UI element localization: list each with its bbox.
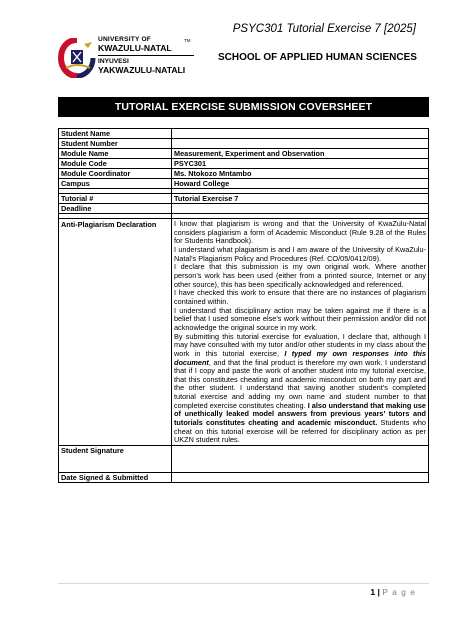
module-name-value: Measurement, Experiment and Observation <box>172 149 429 159</box>
university-logo <box>58 36 193 80</box>
deadline-value <box>172 204 429 214</box>
student-signature-label: Student Signature <box>59 446 172 473</box>
student-name-field[interactable] <box>172 129 429 139</box>
tutorial-label: Tutorial # <box>59 194 172 204</box>
declaration-label: Anti-Plagiarism Declaration <box>59 219 172 446</box>
page-separator: | <box>377 587 380 597</box>
page-number: 1 <box>370 587 376 597</box>
trademark-mark: TM <box>184 38 191 43</box>
coversheet-form-table <box>58 128 429 483</box>
logo-line-inyuvesi: INYUVESI <box>98 58 129 65</box>
campus-label: Campus <box>59 179 172 189</box>
row-date-signed <box>59 473 429 483</box>
row-module-coordinator <box>59 169 429 179</box>
declaration-paragraph: I have checked this work to ensure that there are no instances of plagiarism contained within. <box>174 288 426 306</box>
page-footer <box>370 587 416 597</box>
module-coordinator-label: Module Coordinator <box>59 169 172 179</box>
row-campus <box>59 179 429 189</box>
footer-divider <box>58 583 429 584</box>
declaration-emphasis: I typed my own responses into this document <box>174 348 426 367</box>
row-student-name <box>59 129 429 139</box>
student-signature-field[interactable] <box>172 446 429 473</box>
running-title: PSYC301 Tutorial Exercise 7 [2025] <box>232 23 416 35</box>
declaration-text <box>172 219 429 446</box>
row-student-number <box>59 139 429 149</box>
declaration-bold-clause: I also understand that making use of unethically leaked model answers from previous years’ tutors and tutorials constitutes cheating and academic misconduct. <box>174 400 426 428</box>
ukzn-crest-icon <box>58 38 96 78</box>
module-coordinator-value: Ms. Ntokozo Mntambo <box>172 169 429 179</box>
declaration-paragraph: I understand what plagiarism is and I am aware of the University of KwaZulu-Natal’s Plagiarism Policy and Procedures (Ref. CO/05/0412/09). <box>174 244 426 263</box>
module-name-label: Module Name <box>59 149 172 159</box>
date-signed-field[interactable] <box>172 473 429 483</box>
row-anti-plagiarism-declaration <box>59 219 429 446</box>
logo-divider <box>98 55 194 56</box>
date-signed-label: Date Signed & Submitted <box>59 473 172 483</box>
declaration-paragraph: I know that plagiarism is wrong and that the University of KwaZulu-Natal considers plagiarism a form of Academic Misconduct (Rule 9.28 of the Rules for Students Handbook). <box>174 219 426 246</box>
page-word: P a g e <box>382 587 416 597</box>
declaration-paragraph: I declare that this submission is my own original work. Where another person’s work has been used (either from a printed source, Internet or any other source), this has been specifically acknowledged and referenced. <box>174 262 426 289</box>
logo-line-university-of: UNIVERSITY OF <box>98 36 152 43</box>
row-student-signature <box>59 446 429 473</box>
row-module-name <box>59 149 429 159</box>
declaration-paragraph: By submitting this tutorial exercise for evaluation, I declare that, although I may have consulted with my tutor and/or other students in my class about the work in this tutorial exercise, I typed my own responses into this document, and that the final product is therefore my own work. I understand that if I copy and paste the work of another student into my tutorial exercise, that this constitutes cheating and academic misconduct on both my part and the other student. I understand that saving another student’s completed tutorial exercise and adding my own name and student number to that completed exercise constitutes cheating. I also understand that making use of unethically leaked model answers from previous years’ tutors and tutorials constitutes cheating and academic misconduct. Students who cheat on this tutorial exercise will be referred for disciplinary action as per UKZN student rules. <box>174 331 426 445</box>
logo-line-kwazulu-natal: KWAZULU-NATAL <box>98 43 172 53</box>
row-module-code <box>59 159 429 169</box>
tutorial-value: Tutorial Exercise 7 <box>172 194 429 204</box>
coversheet-banner: TUTORIAL EXERCISE SUBMISSION COVERSHEET <box>58 97 429 117</box>
module-code-label: Module Code <box>59 159 172 169</box>
student-name-label: Student Name <box>59 129 172 139</box>
school-name: SCHOOL OF APPLIED HUMAN SCIENCES <box>218 52 417 63</box>
row-tutorial <box>59 194 429 204</box>
deadline-label: Deadline <box>59 204 172 214</box>
student-number-label: Student Number <box>59 139 172 149</box>
declaration-paragraph: I understand that disciplinary action may be taken against me if there is a belief that I used someone else’s work without their permission and/or did not acknowledge the original source in my work. <box>174 305 426 332</box>
logo-line-yakwazulu-natali: YAKWAZULU-NATALI <box>98 65 186 75</box>
campus-value: Howard College <box>172 179 429 189</box>
row-deadline <box>59 204 429 214</box>
student-number-field[interactable] <box>172 139 429 149</box>
module-code-value: PSYC301 <box>172 159 429 169</box>
